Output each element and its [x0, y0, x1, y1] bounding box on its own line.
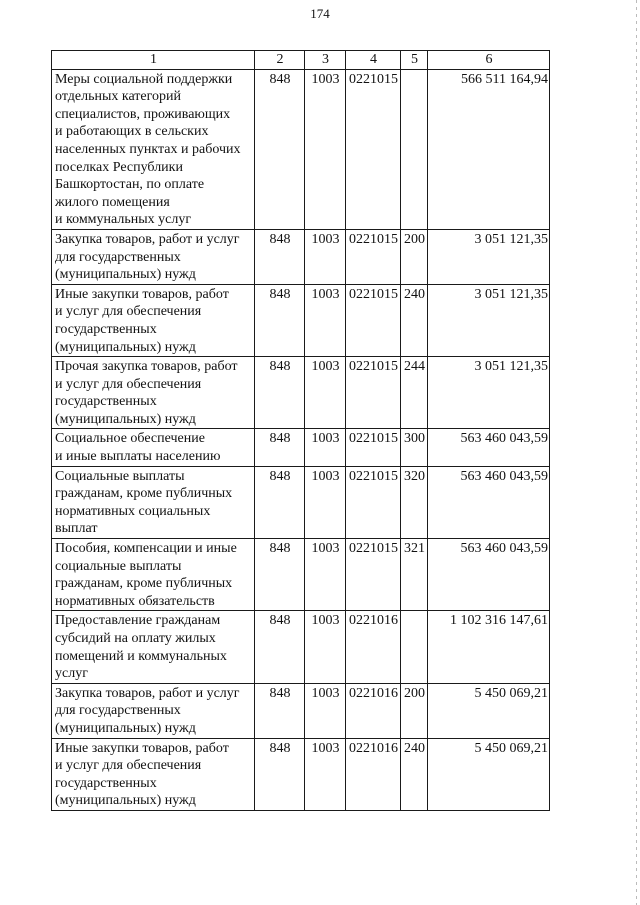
column-header-5: 5 [401, 51, 428, 70]
row-admin-code-cell: 848 [255, 539, 305, 611]
table-body [52, 69, 550, 810]
row-section-code-cell: 1003 [305, 229, 346, 284]
row-section-code-cell: 1003 [305, 284, 346, 356]
row-section-code-cell: 1003 [305, 69, 346, 229]
row-expense-type-cell [401, 611, 428, 683]
row-expense-type-cell [401, 69, 428, 229]
table-row [52, 357, 550, 429]
table-row [52, 738, 550, 810]
table-row [52, 284, 550, 356]
row-name-cell: Предоставление гражданам субсидий на оплату жилых помещений и коммунальных услуг [52, 611, 255, 683]
row-admin-code-cell: 848 [255, 466, 305, 538]
table-row [52, 69, 550, 229]
row-expense-type-cell: 321 [401, 539, 428, 611]
row-admin-code-cell: 848 [255, 429, 305, 466]
row-name-cell: Меры социальной поддержки отдельных категорий специалистов, проживающих и работающих в сельских населенных пунктах и рабочих поселках Республики Башкортостан, по оплате жилого помещения и коммунальных услуг [52, 69, 255, 229]
row-name-cell: Пособия, компенсации и иные социальные выплаты гражданам, кроме публичных нормативных обязательств [52, 539, 255, 611]
row-target-code-cell: 0221015 [346, 429, 401, 466]
row-expense-type-cell: 300 [401, 429, 428, 466]
row-target-code-cell: 0221016 [346, 738, 401, 810]
row-expense-type-cell: 200 [401, 683, 428, 738]
row-name-cell: Иные закупки товаров, работ и услуг для обеспечения государственных (муниципальных) нужд [52, 738, 255, 810]
row-admin-code-cell: 848 [255, 229, 305, 284]
column-header-1: 1 [52, 51, 255, 70]
row-section-code-cell: 1003 [305, 466, 346, 538]
budget-table [51, 50, 550, 811]
row-expense-type-cell: 240 [401, 284, 428, 356]
row-name-cell: Социальное обеспечение и иные выплаты населению [52, 429, 255, 466]
row-admin-code-cell: 848 [255, 284, 305, 356]
column-header-2: 2 [255, 51, 305, 70]
row-amount-cell: 5 450 069,21 [428, 738, 550, 810]
row-amount-cell: 5 450 069,21 [428, 683, 550, 738]
row-amount-cell: 563 460 043,59 [428, 429, 550, 466]
row-target-code-cell: 0221016 [346, 683, 401, 738]
row-amount-cell: 3 051 121,35 [428, 357, 550, 429]
row-target-code-cell: 0221015 [346, 357, 401, 429]
row-target-code-cell: 0221016 [346, 611, 401, 683]
column-header-4: 4 [346, 51, 401, 70]
row-amount-cell: 563 460 043,59 [428, 539, 550, 611]
row-target-code-cell: 0221015 [346, 69, 401, 229]
row-expense-type-cell: 320 [401, 466, 428, 538]
row-amount-cell: 566 511 164,94 [428, 69, 550, 229]
row-expense-type-cell: 200 [401, 229, 428, 284]
row-name-cell: Закупка товаров, работ и услуг для государственных (муниципальных) нужд [52, 229, 255, 284]
row-target-code-cell: 0221015 [346, 229, 401, 284]
row-section-code-cell: 1003 [305, 683, 346, 738]
row-target-code-cell: 0221015 [346, 284, 401, 356]
row-expense-type-cell: 244 [401, 357, 428, 429]
table-row [52, 539, 550, 611]
row-section-code-cell: 1003 [305, 738, 346, 810]
row-section-code-cell: 1003 [305, 539, 346, 611]
row-name-cell: Закупка товаров, работ и услуг для государственных (муниципальных) нужд [52, 683, 255, 738]
scan-edge-line [636, 0, 637, 905]
column-header-6: 6 [428, 51, 550, 70]
row-section-code-cell: 1003 [305, 357, 346, 429]
table-row [52, 429, 550, 466]
table-row [52, 611, 550, 683]
row-amount-cell: 1 102 316 147,61 [428, 611, 550, 683]
row-expense-type-cell: 240 [401, 738, 428, 810]
row-target-code-cell: 0221015 [346, 466, 401, 538]
row-section-code-cell: 1003 [305, 429, 346, 466]
table-row [52, 229, 550, 284]
row-amount-cell: 3 051 121,35 [428, 229, 550, 284]
row-target-code-cell: 0221015 [346, 539, 401, 611]
row-admin-code-cell: 848 [255, 611, 305, 683]
row-admin-code-cell: 848 [255, 738, 305, 810]
row-amount-cell: 3 051 121,35 [428, 284, 550, 356]
row-admin-code-cell: 848 [255, 683, 305, 738]
row-name-cell: Иные закупки товаров, работ и услуг для обеспечения государственных (муниципальных) нужд [52, 284, 255, 356]
page-number: 174 [310, 6, 330, 21]
table-header-row [52, 51, 550, 70]
column-header-3: 3 [305, 51, 346, 70]
row-section-code-cell: 1003 [305, 611, 346, 683]
row-name-cell: Социальные выплаты гражданам, кроме публичных нормативных социальных выплат [52, 466, 255, 538]
row-amount-cell: 563 460 043,59 [428, 466, 550, 538]
row-admin-code-cell: 848 [255, 357, 305, 429]
table-row [52, 683, 550, 738]
table-row [52, 466, 550, 538]
row-admin-code-cell: 848 [255, 69, 305, 229]
row-name-cell: Прочая закупка товаров, работ и услуг для обеспечения государственных (муниципальных) нужд [52, 357, 255, 429]
